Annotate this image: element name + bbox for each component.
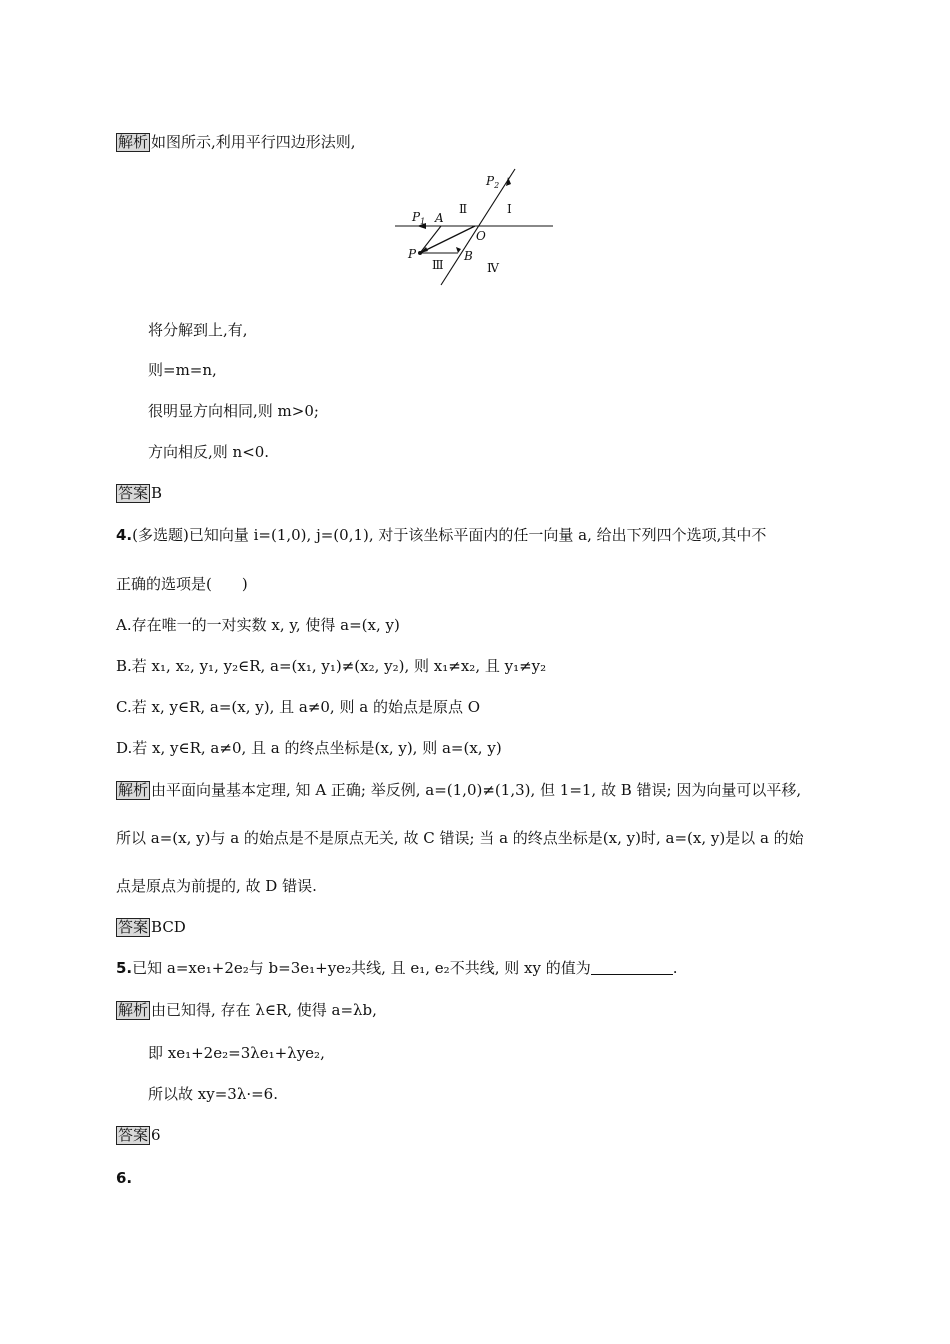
answer-tag: 答案	[118, 484, 149, 502]
label-quadrant-IV: Ⅳ	[487, 261, 499, 275]
q5-analysis: 由已知得, 存在 λ∈R, 使得 a=λb,	[151, 1001, 377, 1019]
q4-option-c: C.若 x, y∈R, a=(x, y), 且 a≠0, 则 a 的始点是原点 O	[116, 698, 481, 716]
q4-stem-row-1	[116, 525, 766, 545]
q3-answer-row	[116, 483, 162, 503]
q3-answer: B	[151, 484, 163, 502]
q3-analysis-row	[116, 132, 356, 152]
oblique-axis-line	[441, 169, 515, 285]
q6-number: 6.	[116, 1169, 133, 1187]
q3-analysis-intro: 如图所示,利用平行四边形法则,	[151, 133, 356, 151]
q4-option-d: D.若 x, y∈R, a≠0, 且 a 的终点坐标是(x, y), 则 a=(x, y)	[116, 739, 502, 757]
q5-line-1: 即 xe₁+2e₂=3λe₁+λye₂,	[148, 1044, 325, 1062]
label-P1: $P_1$	[412, 210, 426, 226]
answer-tag: 答案	[118, 918, 149, 936]
q4-analysis-1: 由平面向量基本定理, 知 A 正确; 举反例, a=(1,0)≠(1,3), 但 1=1, 故 B 错误; 因为向量可以平移,	[151, 781, 802, 799]
q4-stem-1: (多选题)已知向量 i=(1,0), j=(0,1), 对于该坐标平面内的任一向量 a, 给出下列四个选项,其中不	[132, 526, 767, 544]
q4-analysis-3: 点是原点为前提的, 故 D 错误.	[116, 877, 317, 895]
q5-stem: 已知 a=xe₁+2e₂与 b=3e₁+ye₂共线, 且 e₁, e₂不共线, 则 xy 的值为	[132, 959, 591, 977]
label-P2: $P_2$	[486, 174, 500, 190]
label-A: A	[435, 211, 444, 225]
q4-analysis-2: 所以 a=(x, y)与 a 的始点是不是原点无关, 故 C 错误; 当 a 的终点坐标是(x, y)时, a=(x, y)是以 a 的始	[116, 829, 804, 847]
point-P	[418, 251, 422, 255]
label-quadrant-III: Ⅲ	[432, 258, 444, 272]
q4-stem-2: 正确的选项是( )	[116, 575, 248, 593]
label-quadrant-II: Ⅱ	[459, 202, 468, 216]
q5-stem-end: .	[672, 959, 678, 977]
q5-stem-row	[116, 958, 678, 978]
q5-answer-row	[116, 1125, 161, 1145]
q4-analysis-row-1	[116, 780, 801, 800]
q5-line-2: 所以故 xy=3λ·=6.	[148, 1085, 278, 1103]
q4-option-a: A.存在唯一的一对实数 x, y, 使得 a=(x, y)	[116, 616, 400, 634]
q3-line-2: 则=m=n,	[148, 361, 217, 379]
q3-line-4: 方向相反,则 n<0.	[148, 443, 270, 461]
analysis-tag: 解析	[118, 1001, 149, 1019]
label-P: P	[408, 247, 417, 261]
q4-number: 4.	[116, 526, 133, 544]
q3-line-3: 很明显方向相同,则 m>0;	[148, 402, 319, 420]
label-O: O	[476, 229, 486, 243]
vector-decomposition-figure	[395, 165, 560, 290]
segment-PA	[420, 226, 441, 253]
q4-answer: BCD	[151, 918, 186, 936]
q5-answer-blank	[591, 960, 673, 975]
q4-option-b: B.若 x₁, x₂, y₁, y₂∈R, a=(x₁, y₁)≠(x₂, y₂), 则 x₁≠x₂, 且 y₁≠y₂	[116, 657, 547, 675]
answer-tag: 答案	[118, 1126, 149, 1144]
q5-number: 5.	[116, 959, 133, 977]
analysis-tag: 解析	[118, 133, 149, 151]
q4-answer-row	[116, 917, 186, 937]
q5-answer: 6	[151, 1126, 161, 1144]
q3-line-1: 将分解到上,有,	[148, 321, 248, 339]
analysis-tag: 解析	[118, 781, 149, 799]
label-quadrant-I: I	[507, 202, 512, 216]
label-B: B	[464, 249, 473, 263]
arrow-B	[456, 247, 461, 253]
q5-analysis-row	[116, 1000, 377, 1020]
